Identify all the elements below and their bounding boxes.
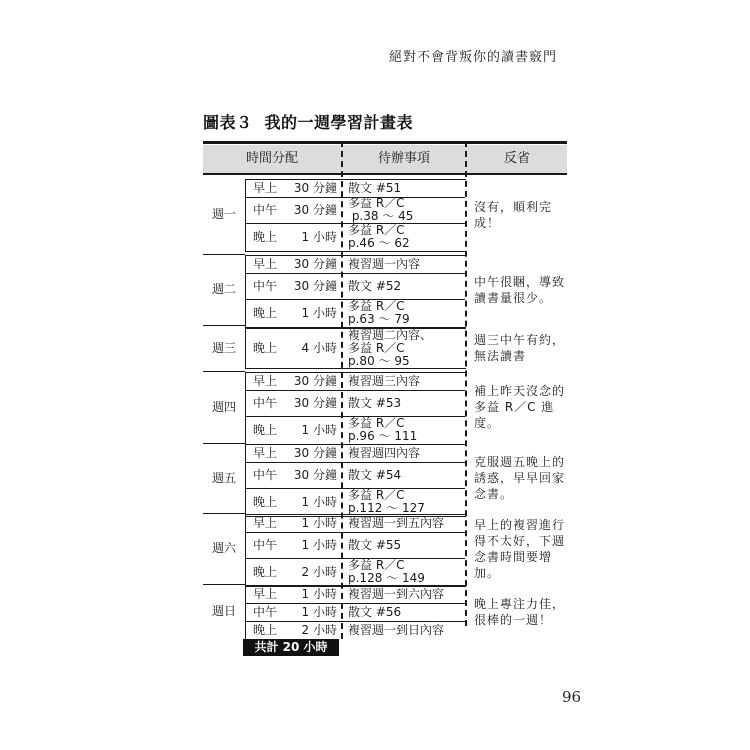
figure-caption <box>203 110 413 133</box>
reflection-note: 沒有，順利完成！ <box>474 199 553 230</box>
slot-duration: 30 分鐘 <box>293 278 337 293</box>
slot-duration: 1 小時 <box>301 494 337 509</box>
day-label: 週六 <box>211 541 236 555</box>
slot-duration: 30 分鐘 <box>293 445 337 460</box>
running-head: 絕對不會背叛你的讀書竅門 <box>388 50 557 65</box>
day-label: 週三 <box>211 340 236 355</box>
todo-item: 多益 R／C p.96 ～ 111 <box>348 416 418 443</box>
reflection-note: 週三中午有約，無法讀書 <box>474 333 566 363</box>
todo-item: 複習週一到六內容 <box>348 586 445 601</box>
figure-number: 圖表３ <box>203 113 253 132</box>
slot-duration: 1 小時 <box>301 305 337 320</box>
slot-period: 早上 <box>253 256 278 271</box>
slot-period: 中午 <box>253 395 278 410</box>
figure-title: 我的一週學習計畫表 <box>264 113 414 132</box>
slot-period: 早上 <box>253 586 278 601</box>
slot-period: 晚上 <box>253 422 278 437</box>
todo-item: 複習週三內容 <box>348 373 421 388</box>
slot-period: 早上 <box>253 180 278 195</box>
slot-period: 晚上 <box>253 564 278 579</box>
slot-period: 中午 <box>253 604 278 619</box>
slot-duration: 30 分鐘 <box>293 395 337 410</box>
todo-item: 散文 #51 <box>348 180 402 195</box>
reflection-note: 補上昨天沒念的多益 R／C 進度。 <box>474 384 566 430</box>
weekly-study-plan-table <box>203 141 567 656</box>
slot-duration: 30 分鐘 <box>293 202 337 217</box>
slot-period: 晚上 <box>253 340 278 355</box>
todo-item: 散文 #55 <box>348 537 402 552</box>
table-top-rule <box>203 141 567 144</box>
header-reflection: 反省 <box>503 151 530 166</box>
todo-item: 複習週四內容 <box>348 445 421 460</box>
page-number: 96 <box>562 688 582 706</box>
slot-period: 中午 <box>253 467 278 482</box>
todo-item: 散文 #53 <box>348 395 402 410</box>
todo-item: 多益 R／C p.63 ～ 79 <box>348 299 410 326</box>
todo-item: 複習週二內容、 多益 R／C p.80 ～ 95 <box>348 327 433 368</box>
slot-period: 中午 <box>253 537 278 552</box>
todo-item: 複習週一到日內容 <box>348 622 445 637</box>
slot-duration: 1 小時 <box>301 422 337 437</box>
todo-item: 散文 #56 <box>348 604 402 619</box>
slot-period: 中午 <box>253 278 278 293</box>
total-hours-badge: 共計 20 小時 <box>243 639 339 656</box>
slot-duration: 30 分鐘 <box>293 180 337 195</box>
slot-period: 晚上 <box>253 494 278 509</box>
todo-item: 複習週一到五內容 <box>348 515 445 530</box>
todo-item: 散文 #54 <box>348 467 402 482</box>
slot-duration: 30 分鐘 <box>293 467 337 482</box>
reflection-note: 早上的複習進行得不太好，下週念書時間要增加。 <box>474 517 566 580</box>
reflection-note: 晚上專注力佳，很棒的一週！ <box>474 596 566 627</box>
slot-duration: 30 分鐘 <box>293 373 337 388</box>
todo-item: 多益 R／C p.128 ～ 149 <box>348 558 425 585</box>
slot-duration: 2 小時 <box>301 564 337 579</box>
slot-duration: 1 小時 <box>301 229 337 244</box>
slot-duration: 1 小時 <box>301 586 337 601</box>
day-label: 週一 <box>211 207 236 221</box>
todo-item: 多益 R／C p.112 ～ 127 <box>348 488 425 515</box>
slot-period: 中午 <box>253 202 278 217</box>
slot-duration: 4 小時 <box>301 340 337 355</box>
slot-period: 晚上 <box>253 622 278 637</box>
day-label: 週五 <box>211 470 236 485</box>
todo-item: 多益 R／C p.38 ～ 45 <box>348 196 414 223</box>
day-label: 週四 <box>211 399 236 414</box>
reflection-note: 克服週五晚上的誘惑，早早回家念書。 <box>474 455 566 501</box>
todo-item: 散文 #52 <box>348 278 402 293</box>
reflection-note: 中午很睏，導致讀書量很少。 <box>474 274 566 305</box>
header-todo: 待辦事項 <box>377 151 430 166</box>
slot-period: 晚上 <box>253 229 278 244</box>
slot-period: 早上 <box>253 445 278 460</box>
slot-period: 早上 <box>253 515 278 530</box>
day-label: 週日 <box>211 604 236 618</box>
slot-period: 晚上 <box>253 305 278 320</box>
header-time-allocation: 時間分配 <box>245 151 298 166</box>
slot-duration: 1 小時 <box>301 515 337 530</box>
todo-item: 多益 R／C p.46 ～ 62 <box>348 223 410 250</box>
day-label: 週二 <box>211 282 236 296</box>
slot-period: 早上 <box>253 373 278 388</box>
slot-duration: 1 小時 <box>301 537 337 552</box>
slot-duration: 2 小時 <box>301 622 337 637</box>
todo-item: 複習週一內容 <box>348 256 421 271</box>
slot-duration: 1 小時 <box>301 604 337 619</box>
slot-duration: 30 分鐘 <box>293 256 337 271</box>
